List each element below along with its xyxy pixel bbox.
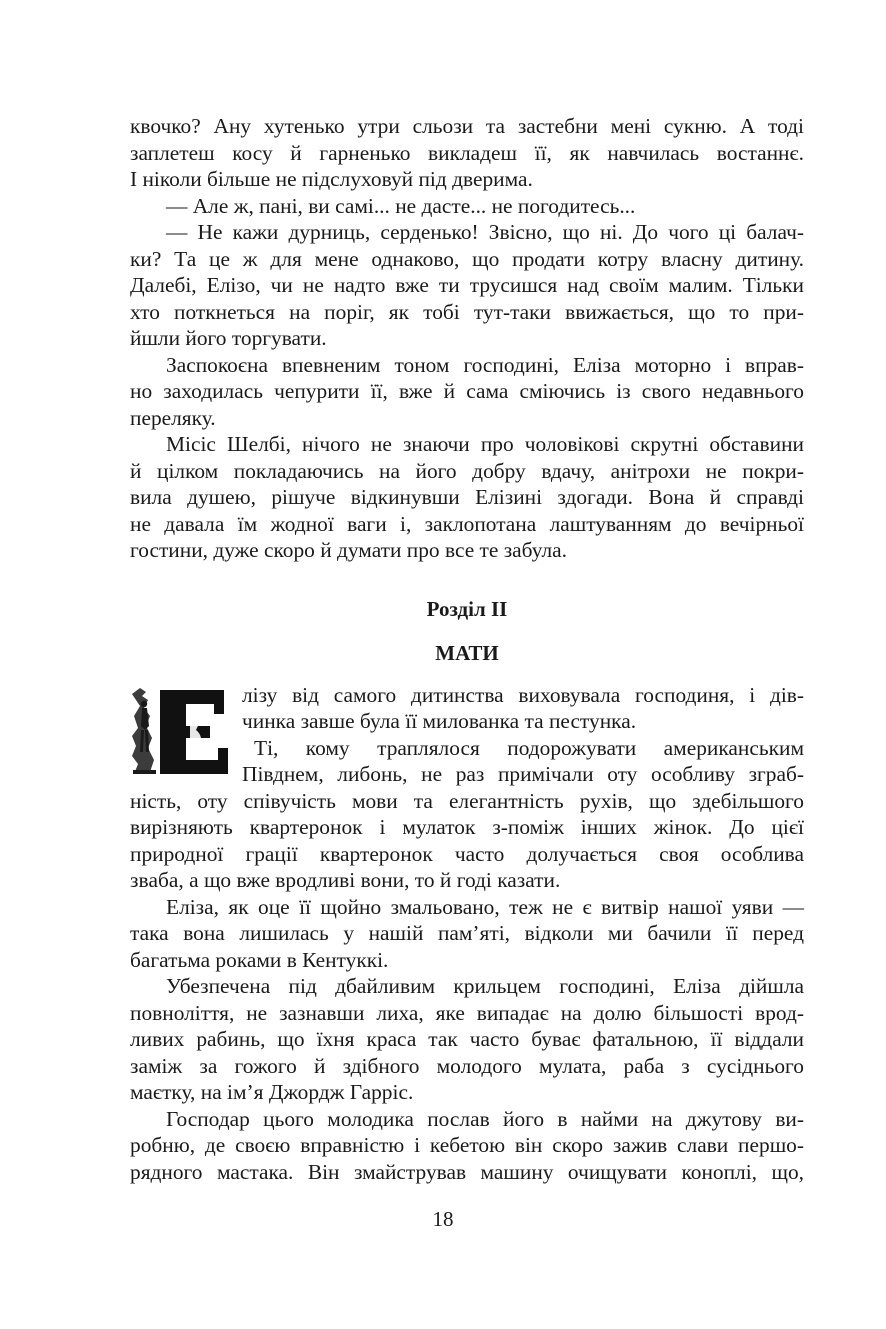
text-line: звaба, а що вже вродливі вони, то й годі казати. [130, 868, 561, 892]
text-line: вила душею, рішуче відкинувши Елізині здогади. Вона й справді [130, 485, 804, 509]
text-line: ність, оту співучість мови та елегантність рухів, що здебільшого [130, 788, 804, 813]
text-line: лізу від самого дитинства виховувала господиня, і дів- [242, 682, 804, 707]
text-line: но заходилась чепурити її, вже й сама сміючись із свого недавнього [130, 379, 804, 403]
dropcap-block [130, 682, 804, 788]
text-line: Далебі, Елізо, чи не надто вже ти трусишся над своїм малим. Тільки [130, 273, 804, 297]
paragraph [130, 431, 804, 564]
text-line: йшли його торгувати. [130, 326, 327, 350]
chapter-title: МАТИ [435, 640, 499, 665]
text-line: багатьма роками в Кентуккі. [130, 947, 389, 972]
text-line: переляку. [130, 405, 216, 430]
text-line: І ніколи більше не підслуховуй під дверима. [130, 167, 533, 191]
paragraph [130, 352, 804, 432]
text-line: Еліза, як оце її щойно змальовано, теж не є витвір нашої уяви — [166, 894, 804, 919]
page-number: 18 [432, 1207, 454, 1231]
text-line: Заспокоєна впевненим тоном господині, Еліза моторно і вправ- [166, 352, 804, 377]
text-line: заміж за гожого й здібного молодого мулата, раба з сусіднього [130, 1053, 804, 1078]
text-line: повноліття, не зазнавши лиха, яке випадає на долю більшості врод- [130, 1000, 804, 1025]
ornamental-dropcap-icon [130, 686, 232, 778]
text-line: природної грації квартеронок часто долучається своя особлива [130, 841, 804, 866]
text-line: хто поткнеться на поріг, як тобі тут-таки ввижається, що то при- [130, 299, 804, 324]
text-line: Ті, кому траплялося подорожувати американським [254, 735, 804, 760]
paragraph [130, 219, 804, 352]
text-line: така вона лишилась у нашій пам’яті, відколи ми бачили її перед [130, 921, 804, 945]
text-line: рядного мастака. Він змайстрував машину очищувати коноплі, що, [130, 1159, 804, 1184]
text-line: квочко? Ану хутенько утри сльози та застебни мені сукню. А тоді [130, 114, 804, 138]
paragraph [130, 894, 804, 974]
text-line: — Але ж, пані, ви самі... не дасте... не погодитесь... [166, 193, 636, 218]
paragraph [130, 113, 804, 193]
text-line: робню, де своєю вправністю і кебетою він скоро зажив слави першо- [130, 1133, 804, 1157]
text-line: чинка завше була її милованка та пестунка. [242, 709, 637, 733]
text-line: Господар цього молодика послав його в найми на джутову ви- [166, 1106, 804, 1131]
text-line: вирізняють квартеронок і мулаток з-поміж інших жінок. До цієї [130, 815, 804, 839]
paragraph [130, 1106, 804, 1186]
text-line: — Не кажи дурниць, серденько! Звісно, що ні. До чого ці балач- [166, 220, 804, 244]
dropcap-letter: Е [130, 685, 131, 687]
text-line: не давала їм жодної ваги і, заклопотана лаштуванням до вечірньої [130, 511, 804, 536]
text-line: заплетеш косу й гарненько викладеш її, як навчилась востаннє. [130, 140, 804, 165]
text-line: гостини, дуже скоро й думати про все те забула. [130, 538, 568, 562]
paragraph [130, 788, 804, 894]
text-line: Півднем, либонь, не раз примічали оту особливу зграб- [242, 762, 804, 786]
text-line: маєтку, на ім’я Джордж Гарріс. [130, 1080, 414, 1104]
text-line: й цілком покладаючись на його добру вдачу, анітрохи не покри- [130, 458, 804, 483]
chapter-number: Розділ II [426, 596, 508, 621]
text-line: Убезпечена під дбайливим крильцем господині, Еліза дійшла [166, 974, 804, 998]
text-line: Місіс Шелбі, нічого не знаючи про чоловікові скрутні обставини [166, 432, 804, 456]
text-line: ки? Та це ж для мене однаково, що продати котру власну дитину. [130, 246, 804, 271]
paragraph [130, 973, 804, 1106]
text-line: ливих рабинь, що їхня краса так часто буває фатальною, її віддали [130, 1027, 804, 1051]
page-body [130, 113, 804, 1185]
paragraph [130, 193, 804, 220]
